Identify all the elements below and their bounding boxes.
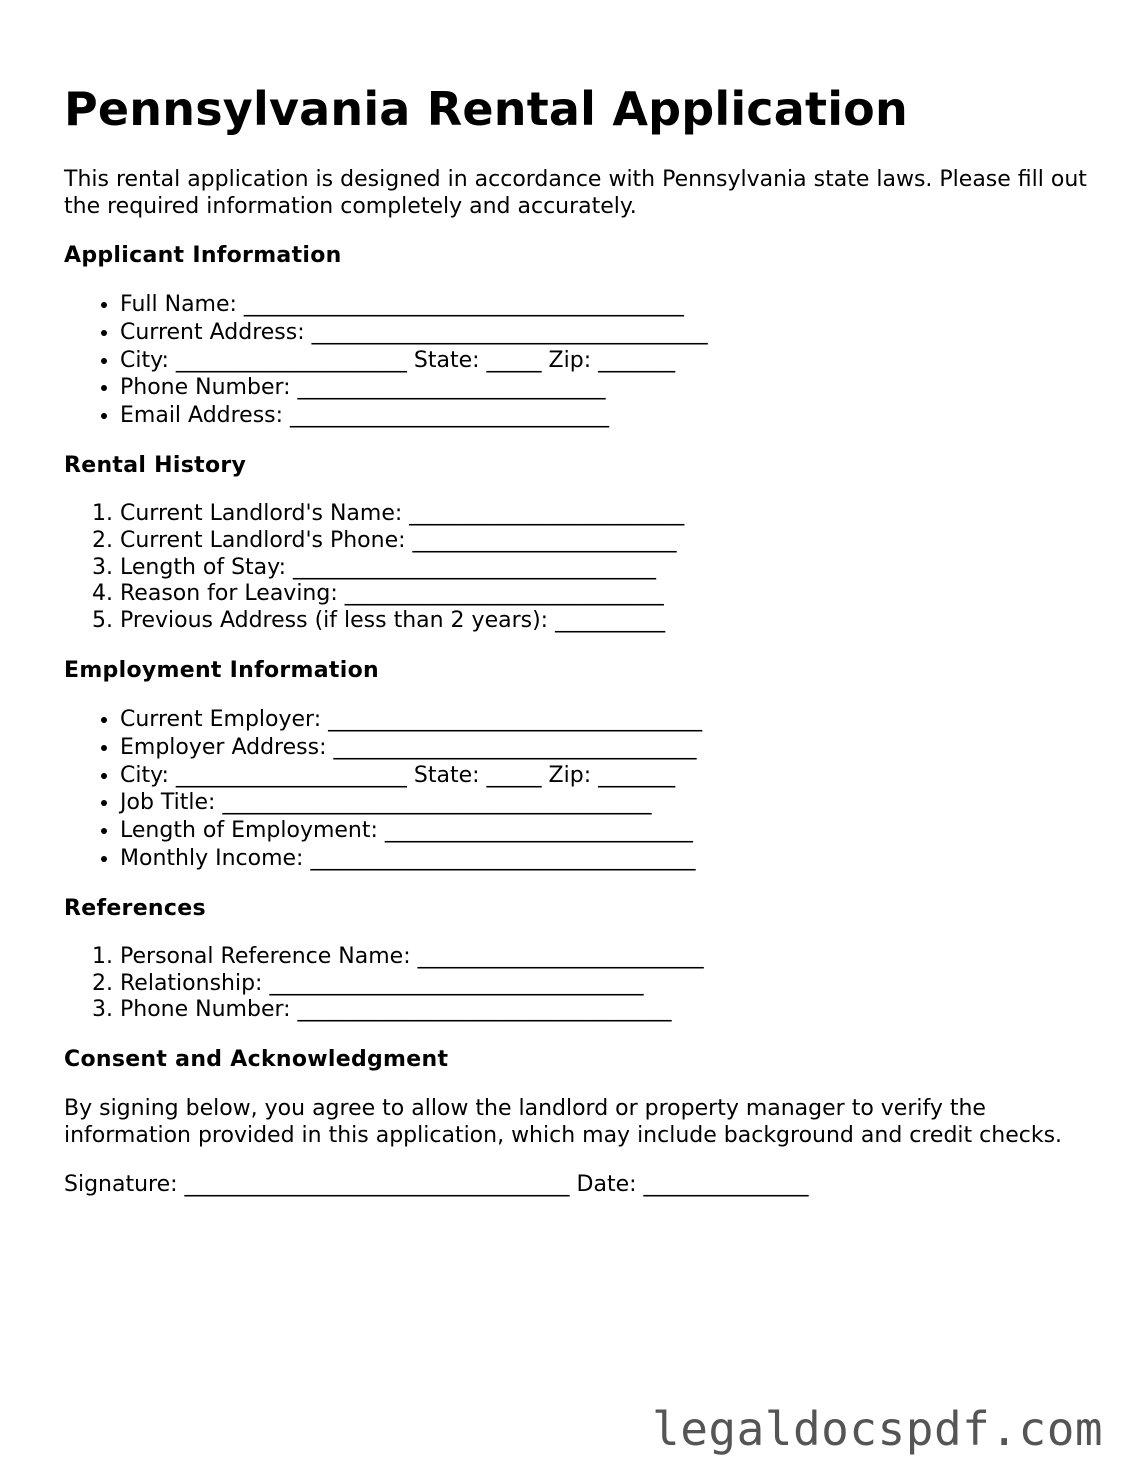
applicant-phone: • Phone Number: ____________________________ (120, 374, 1104, 402)
document-page (64, 82, 1104, 1198)
current-employer: • Current Employer: __________________________________ (120, 706, 1104, 734)
reference-phone: 3. Phone Number: __________________________________ (120, 997, 1104, 1024)
applicant-list (64, 291, 1104, 430)
applicant-heading: Applicant Information (64, 243, 342, 268)
intro-paragraph: This rental application is designed in accordance with Pennsylvania state laws. Please fill out the required information completely and accurately. (64, 167, 1087, 219)
employer-address: • Employer Address: _________________________________ (120, 734, 1104, 762)
monthly-income: • Monthly Income: ___________________________________ (120, 845, 1104, 873)
applicant-email: • Email Address: _____________________________ (120, 402, 1104, 430)
reference-name: 1. Personal Reference Name: __________________________ (120, 944, 1104, 971)
employment-heading: Employment Information (64, 657, 379, 683)
consent-heading: Consent and Acknowledgment (64, 1047, 449, 1073)
reference-relationship: 2. Relationship: __________________________________ (120, 971, 1104, 998)
rental-history-heading: Rental History (64, 452, 247, 478)
applicant-city-state-zip: • City: _____________________ State: _____ Zip: _______ (120, 347, 1104, 375)
landlord-name: 1. Current Landlord's Name: _________________________ (120, 501, 1104, 528)
references-list (64, 944, 1104, 1024)
employment-list (64, 706, 1104, 873)
document-title: Pennsylvania Rental Application (64, 82, 908, 136)
references-heading: References (64, 895, 206, 921)
previous-address: 5. Previous Address (if less than 2 years): __________ (120, 608, 1104, 635)
signature-date-line: Signature: ___________________________________ Date: _______________ (64, 1172, 809, 1198)
rental-history-list (64, 501, 1104, 635)
length-of-employment: • Length of Employment: ____________________________ (120, 817, 1104, 845)
consent-paragraph: By signing below, you agree to allow the landlord or property manager to verify the information provided in this application, which may include background and credit checks. (64, 1096, 1063, 1149)
length-of-stay: 3. Length of Stay: _________________________________ (120, 555, 1104, 582)
job-title: • Job Title: _______________________________________ (120, 789, 1104, 817)
watermark-text: legaldocspdf.com (652, 1402, 1104, 1456)
applicant-full-name: • Full Name: ________________________________________ (120, 291, 1104, 319)
employer-city-state-zip: • City: _____________________ State: _____ Zip: _______ (120, 762, 1104, 790)
applicant-current-address: • Current Address: ____________________________________ (120, 319, 1104, 347)
reason-for-leaving: 4. Reason for Leaving: _____________________________ (120, 581, 1104, 608)
landlord-phone: 2. Current Landlord's Phone: ________________________ (120, 528, 1104, 555)
